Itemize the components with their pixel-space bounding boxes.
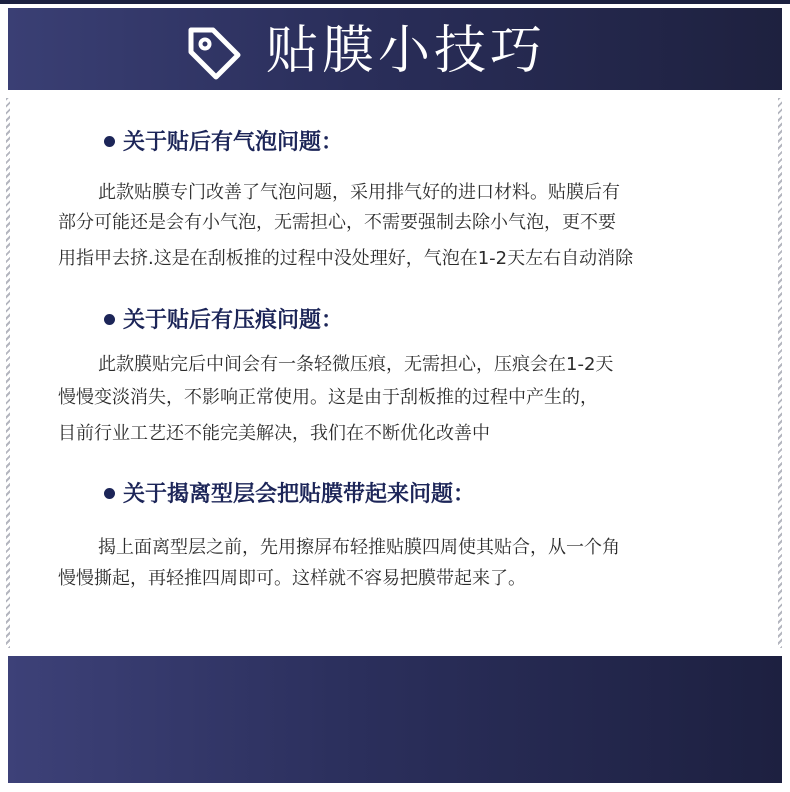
- bullet-icon: [104, 136, 115, 147]
- bullet-icon: [104, 488, 115, 499]
- section-heading: 关于贴后有气泡问题：: [104, 128, 343, 158]
- paragraph-line: 此款贴膜专门改善了气泡问题，采用排气好的进口材料。贴膜后有: [98, 182, 620, 203]
- paragraph-line: 目前行业工艺还不能完美解决，我们在不断优化改善中: [58, 423, 490, 444]
- right-dashed-border: [778, 98, 782, 648]
- bullet-icon: [104, 314, 115, 325]
- title-banner: [8, 8, 782, 90]
- paragraph-line: 部分可能还是会有小气泡，无需担心，不需要强制去除小气泡，更不要: [58, 212, 616, 233]
- top-rule: [0, 0, 790, 4]
- tag-icon: [183, 22, 245, 84]
- page-title: 贴膜小技巧: [266, 21, 547, 81]
- section-heading: 关于贴后有压痕问题：: [104, 306, 343, 336]
- paragraph-line: 揭上面离型层之前，先用擦屏布轻推贴膜四周使其贴合，从一个角: [98, 537, 620, 558]
- paragraph-line: 慢慢撕起，再轻推四周即可。这样就不容易把膜带起来了。: [58, 568, 526, 589]
- section-heading: 关于揭离型层会把贴膜带起来问题：: [104, 480, 475, 510]
- paragraph-line: 用指甲去挤.这是在刮板推的过程中没处理好，气泡在1-2天左右自动消除: [58, 248, 634, 269]
- paragraph-line: 慢慢变淡消失，不影响正常使用。这是由于刮板推的过程中产生的，: [58, 387, 598, 408]
- paragraph-line: 此款膜贴完后中间会有一条轻微压痕，无需担心，压痕会在1-2天: [98, 354, 614, 375]
- bottom-banner: [8, 656, 782, 783]
- left-dashed-border: [6, 98, 10, 648]
